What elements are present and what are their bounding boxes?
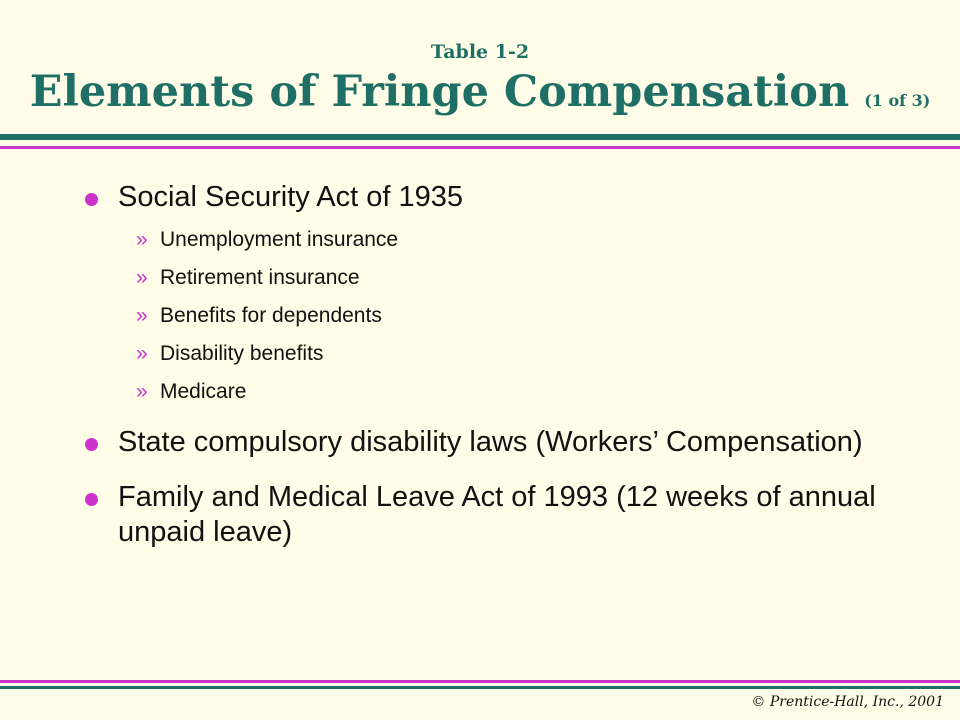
bottom-divider-teal xyxy=(0,686,960,689)
sub-item xyxy=(80,341,940,367)
sub-marker-icon: » xyxy=(136,304,148,327)
sub-marker-icon: » xyxy=(136,380,148,403)
top-divider-magenta xyxy=(0,146,960,149)
slide-title-text: Elements of Fringe Compensation xyxy=(29,67,850,117)
sub-item xyxy=(80,379,940,405)
sub-item-text: Unemployment insurance xyxy=(160,228,399,251)
sub-item xyxy=(80,227,940,253)
sub-item-text: Retirement insurance xyxy=(160,266,360,289)
slide-title xyxy=(0,66,960,127)
top-divider-teal xyxy=(0,134,960,140)
sub-marker-icon: » xyxy=(136,342,148,365)
sub-item-text: Medicare xyxy=(160,380,247,403)
sub-item-text: Benefits for dependents xyxy=(160,304,382,327)
bullet-item xyxy=(80,180,940,215)
bullet-text: State compulsory disability laws (Workers’ Compensation) xyxy=(118,426,863,458)
bullet-dot-icon xyxy=(85,438,98,451)
slide-part-indicator: (1 of 3) xyxy=(864,91,931,110)
bullet-list xyxy=(80,180,940,550)
sub-item-text: Disability benefits xyxy=(160,342,324,365)
title-area xyxy=(0,40,960,127)
sub-marker-icon: » xyxy=(136,228,148,251)
bullet-item xyxy=(80,425,940,460)
sub-item xyxy=(80,265,940,291)
bullet-dot-icon xyxy=(85,493,98,506)
table-label: Table 1-2 xyxy=(430,41,530,63)
sub-item xyxy=(80,303,940,329)
bullet-dot-icon xyxy=(85,193,98,206)
bullet-text: Social Security Act of 1935 xyxy=(118,181,463,213)
copyright-footer: © Prentice-Hall, Inc., 2001 xyxy=(751,694,944,710)
bullet-item xyxy=(80,480,940,550)
bullet-text: Family and Medical Leave Act of 1993 (12 weeks of annual unpaid leave) xyxy=(118,481,876,548)
bottom-divider-magenta xyxy=(0,680,960,683)
sub-marker-icon: » xyxy=(136,266,148,289)
